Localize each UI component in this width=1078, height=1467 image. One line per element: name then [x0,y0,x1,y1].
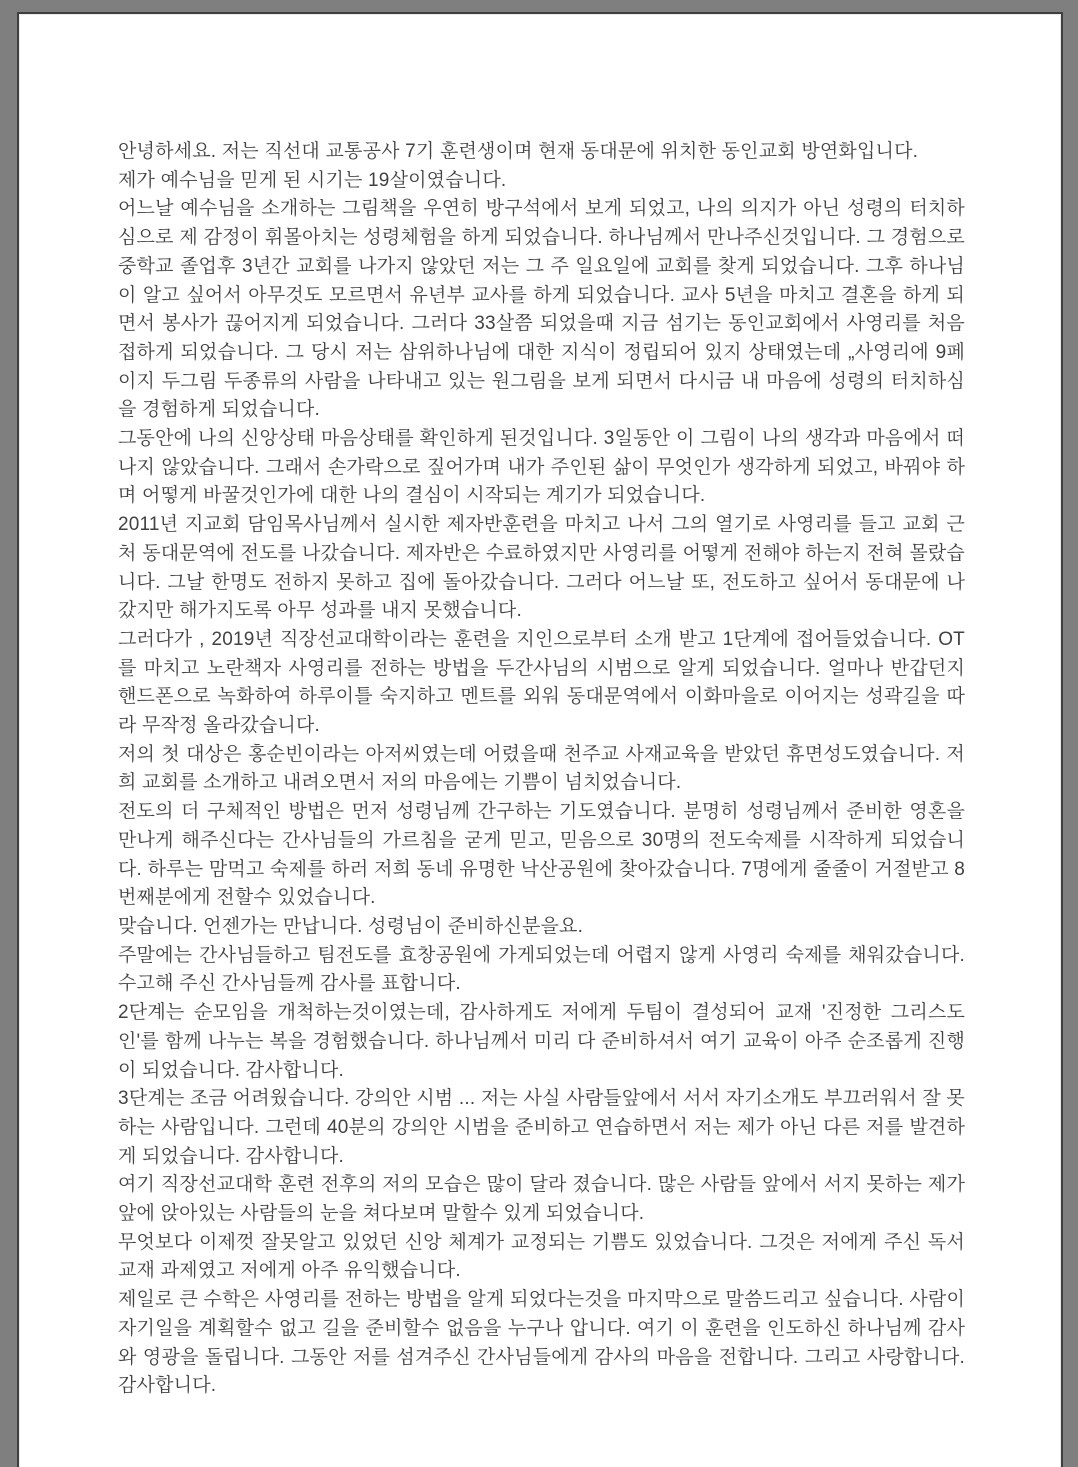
paragraph: 전도의 더 구체적인 방법은 먼저 성령님께 간구하는 기도였습니다. 분명히 성령님께서 준비한 영혼을 만나게 해주신다는 간사님들의 가르침을 굳게 믿고, 믿음으로 30명의 전도숙제를 시작하게 되었습니다. 하루는 맘먹고 숙제를 하러 저희 동네 유명한 낙산공원에 찾아갔습니다. 7명에게 줄줄이 거절받고 8번째분에게 전할수 있었습니다. [118,801,965,909]
document-text [118,138,965,1401]
paragraph: 안녕하세요. 저는 직선대 교통공사 7기 훈련생이며 현재 동대문에 위치한 동인교회 방연화입니다. [118,141,919,162]
paragraph: 어느날 예수님을 소개하는 그림책을 우연히 방구석에서 보게 되었고, 나의 의지가 아닌 성령의 터치하심으로 제 감정이 휘몰아치는 성령체험을 하게 되었습니다. 하나님께서 만나주신것입니다. 그 경험으로 중학교 졸업후 3년간 교회를 나가지 않았던 저는 그 주 일요일에 교회를 찾게 되었습니다. 그후 하나님이 알고 싶어서 아무것도 모르면서 유년부 교사를 하게 되었습니다. 교사 5년을 마치고 결혼을 하게 되면서 봉사가 끊어지게 되었습니다. 그러다 33살쯤 되었을때 지금 섬기는 동인교회에서 사영리를 처음 접하게 되었습니다. 그 당시 저는 삼위하나님에 대한 지식이 정립되어 있지 상태였는데 „사영리에 9페이지 두그림 두종류의 사람을 나타내고 있는 원그림을 보게 되면서 다시금 내 마음에 성령의 터치하심을 경험하게 되었습니다. [118,198,965,421]
paragraph: 2단계는 순모임을 개척하는것이였는데, 감사하게도 저에게 두팀이 결성되어 교재 '진정한 그리스도인'를 함께 나누는 복을 경험했습니다. 하나님께서 미리 다 준비하셔서 여기 교육이 아주 순조롭게 진행이 되었습니다. 감사합니다. [118,1002,965,1081]
paragraph: 저의 첫 대상은 홍순빈이라는 아저씨였는데 어렸을때 천주교 사재교육을 받았던 휴면성도였습니다. 저희 교회를 소개하고 내려오면서 저의 마음에는 기쁨이 넘치었습니다. [118,743,965,794]
paragraph: 제가 예수님을 믿게 된 시기는 19살이였습니다. [118,169,507,191]
paragraph: 그동안에 나의 신앙상태 마음상태를 확인하게 된것입니다. 3일동안 이 그림이 나의 생각과 마음에서 떠나지 않았습니다. 그래서 손가락으로 짚어가며 내가 주인된 삶이 무엇인가 생각하게 되었고, 바꿔야 하며 어떻게 바꿀것인가에 대한 나의 결심이 시작되는 계기가 되었습니다. [118,428,965,507]
paragraph: 그러다가 , 2019년 직장선교대학이라는 훈련을 지인으로부터 소개 받고 1단계에 접어들었습니다. OT를 마치고 노란책자 사영리를 전하는 방법을 두간사님의 시범으로 알게 되었습니다. 얼마나 반갑던지 핸드폰으로 녹화하여 하루이틀 숙지하고 멘트를 외워 동대문역에서 이화마을로 이어지는 성곽길을 따라 무작정 올라갔습니다. [118,628,965,737]
paragraph: 3단계는 조금 어려웠습니다. 강의안 시범 ... 저는 사실 사람들앞에서 서서 자기소개도 부끄러워서 잘 못하는 사람입니다. 그런데 40분의 강의안 시범을 준비하고 연습하면서 저는 제가 아닌 다른 저를 발견하게 되었습니다. 감사합니다. [118,1088,965,1167]
paragraph: 주말에는 간사님들하고 팀전도를 효창공원에 가게되었는데 어렵지 않게 사영리 숙제를 채워갔습니다. 수고해 주신 간사님들께 감사를 표합니다. [118,944,965,995]
paragraph: 제일로 큰 수학은 사영리를 전하는 방법을 알게 되었다는것을 마지막으로 말씀드리고 싶습니다. 사람이 자기일을 계획할수 없고 길을 준비할수 없음을 누구나 압니다. 여기 이 훈련을 인도하신 하나님께 감사와 영광을 돌립니다. 그동안 저를 섬겨주신 간사님들에게 감사의 마음을 전합니다. 그리고 사랑합니다. 감사합니다. [118,1289,965,1397]
document-page [17,12,1063,1467]
paragraph: 맞습니다. 언젠가는 만납니다. 성령님이 준비하신분을요. [118,915,584,937]
paragraph: 여기 직장선교대학 훈련 전후의 저의 모습은 많이 달라 졌습니다. 많은 사람들 앞에서 서지 못하는 제가 앞에 앉아있는 사람들의 눈을 쳐다보며 말할수 있게 되었습니다. [118,1174,965,1225]
paragraph: 2011년 지교회 담임목사님께서 실시한 제자반훈련을 마치고 나서 그의 열기로 사영리를 들고 교회 근처 동대문역에 전도를 나갔습니다. 제자반은 수료하였지만 사영리를 어떻게 전해야 하는지 전혀 몰랐습니다. 그날 한명도 전하지 못하고 집에 돌아갔습니다. 그러다 어느날 또, 전도하고 싶어서 동대문에 나갔지만 해가지도록 아무 성과를 내지 못했습니다. [118,514,965,622]
paragraph: 무엇보다 이제껏 잘못알고 있었던 신앙 체계가 교정되는 기쁨도 있었습니다. 그것은 저에게 주신 독서교재 과제였고 저에게 아주 유익했습니다. [118,1231,965,1282]
